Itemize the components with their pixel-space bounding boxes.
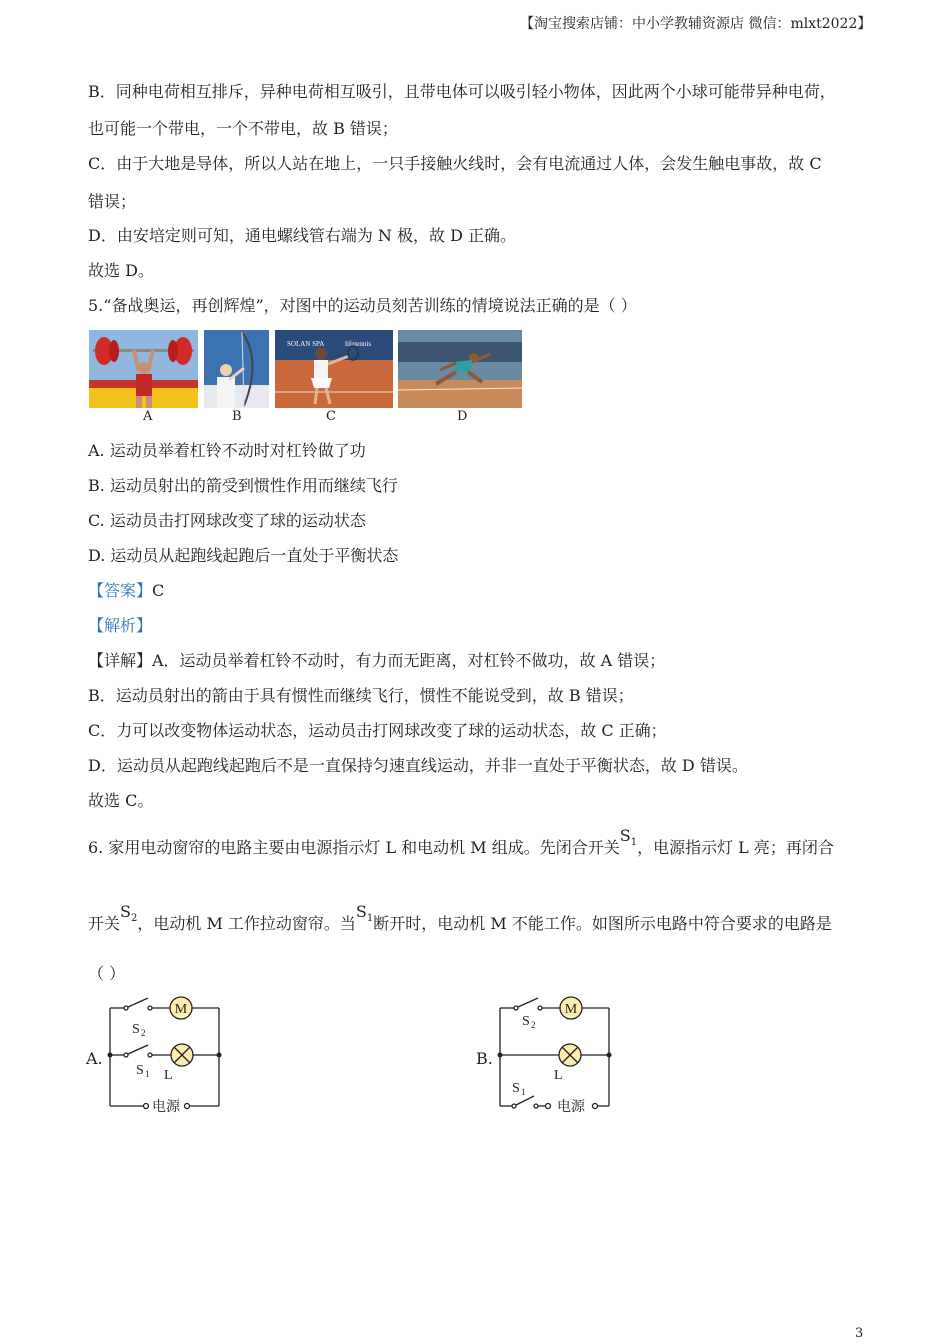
symbol-s1-again: $S_1$ bbox=[355, 902, 374, 924]
photo-archery bbox=[204, 330, 269, 408]
q5-option-b: B. 运动员射出的箭受到惯性作用而继续飞行 bbox=[88, 476, 398, 495]
q6-text-2a: 开关 bbox=[88, 914, 121, 933]
photo-caption-a: A bbox=[143, 409, 153, 424]
page-header: 【淘宝搜索店铺：中小学教辅资源店 微信：mlxt2022】 bbox=[520, 16, 872, 32]
q5-detail-c: C．力可以改变物体运动状态，运动员击打网球改变了球的运动状态，故 C 正确； bbox=[88, 721, 667, 740]
svg-text:SOLAN SPA: SOLAN SPA bbox=[287, 340, 325, 348]
svg-text:L: L bbox=[164, 1068, 173, 1083]
q4-option-c-line2: 错误； bbox=[88, 192, 137, 211]
q6-text-2c: 断开时，电动机 M 不能工作。如图所示电路中符合要求的电路是 bbox=[373, 914, 832, 933]
svg-text:lifetennis: lifetennis bbox=[345, 340, 372, 348]
q5-analysis-tag: 【解析】 bbox=[88, 616, 153, 635]
svg-text:S: S bbox=[512, 1081, 520, 1096]
q5-option-c: C. 运动员击打网球改变了球的运动状态 bbox=[88, 511, 366, 530]
svg-text:S: S bbox=[522, 1014, 530, 1029]
photo-caption-b: B bbox=[232, 409, 242, 424]
symbol-s1: $S_1$ bbox=[619, 826, 638, 848]
page-number: 3 bbox=[855, 1326, 864, 1341]
svg-text:电源: 电源 bbox=[557, 1100, 585, 1115]
q5-option-d: D. 运动员从起跑线起跑后一直处于平衡状态 bbox=[88, 546, 399, 565]
q4-option-d: D．由安培定则可知，通电螺线管右端为 N 极，故 D 正确。 bbox=[88, 226, 517, 245]
photo-sprint bbox=[398, 330, 522, 408]
circuit-a-diagram bbox=[100, 990, 230, 1115]
q6-stem-line2 bbox=[88, 902, 832, 937]
q5-detail-d: D．运动员从起跑线起跑后不是一直保持匀速直线运动，并非一直处于平衡状态，故 D 错误。 bbox=[88, 756, 748, 775]
photo-weightlifting bbox=[89, 330, 198, 408]
svg-text:2: 2 bbox=[531, 1020, 536, 1030]
svg-text:S: S bbox=[132, 1022, 140, 1037]
q4-option-b-line1: B．同种电荷相互排斥，异种电荷相互吸引，且带电体可以吸引轻小物体，因此两个小球可能带异种电荷， bbox=[88, 82, 836, 101]
svg-text:S: S bbox=[136, 1063, 144, 1078]
circuit-a-label: A. bbox=[86, 1049, 103, 1068]
q6-stem-line1 bbox=[88, 826, 834, 861]
q5-choice: 故选 C。 bbox=[88, 791, 154, 810]
answer-tag: 【答案】 bbox=[88, 581, 153, 600]
q4-choice: 故选 D。 bbox=[88, 261, 154, 280]
q5-stem: 5.“备战奥运，再创辉煌”，对图中的运动员刻苦训练的情境说法正确的是（ ） bbox=[88, 296, 637, 315]
q6-bracket: （ ） bbox=[88, 964, 126, 983]
svg-text:L: L bbox=[554, 1068, 563, 1083]
svg-text:M: M bbox=[174, 1002, 188, 1017]
photo-tennis bbox=[275, 330, 393, 408]
q4-option-c-line1: C．由于大地是导体，所以人站在地上，一只手接触火线时，会有电流通过人体，会发生触电事故，故 C bbox=[88, 154, 822, 173]
q5-detail-b: B．运动员射出的箭由于具有惯性而继续飞行，惯性不能说受到，故 B 错误； bbox=[88, 686, 634, 705]
svg-text:电源: 电源 bbox=[152, 1100, 180, 1115]
circuit-b-label: B. bbox=[476, 1049, 493, 1068]
q5-detail-a: 【详解】A．运动员举着杠铃不动时，有力而无距离，对杠铃不做功，故 A 错误； bbox=[88, 651, 666, 670]
q6-text-1a: 6. 家用电动窗帘的电路主要由电源指示灯 L 和电动机 M 组成。先闭合开关 bbox=[88, 838, 620, 857]
q4-option-b-line2: 也可能一个带电，一个不带电，故 B 错误； bbox=[88, 119, 398, 138]
svg-text:M: M bbox=[564, 1002, 578, 1017]
q5-option-a: A. 运动员举着杠铃不动时对杠铃做了功 bbox=[88, 441, 366, 460]
q6-text-2b: ，电动机 M 工作拉动窗帘。当 bbox=[137, 914, 356, 933]
symbol-s2: $S_2$ bbox=[120, 902, 138, 924]
photo-caption-c: C bbox=[326, 409, 336, 424]
svg-text:2: 2 bbox=[141, 1028, 146, 1038]
q6-text-1b: ，电源指示灯 L 亮；再闭合 bbox=[637, 838, 834, 857]
photo-caption-d: D bbox=[457, 409, 468, 424]
svg-text:1: 1 bbox=[145, 1069, 150, 1079]
q5-answer bbox=[88, 581, 164, 601]
answer-value: C bbox=[152, 581, 165, 600]
circuit-b-diagram bbox=[490, 990, 620, 1115]
svg-text:1: 1 bbox=[521, 1087, 526, 1097]
